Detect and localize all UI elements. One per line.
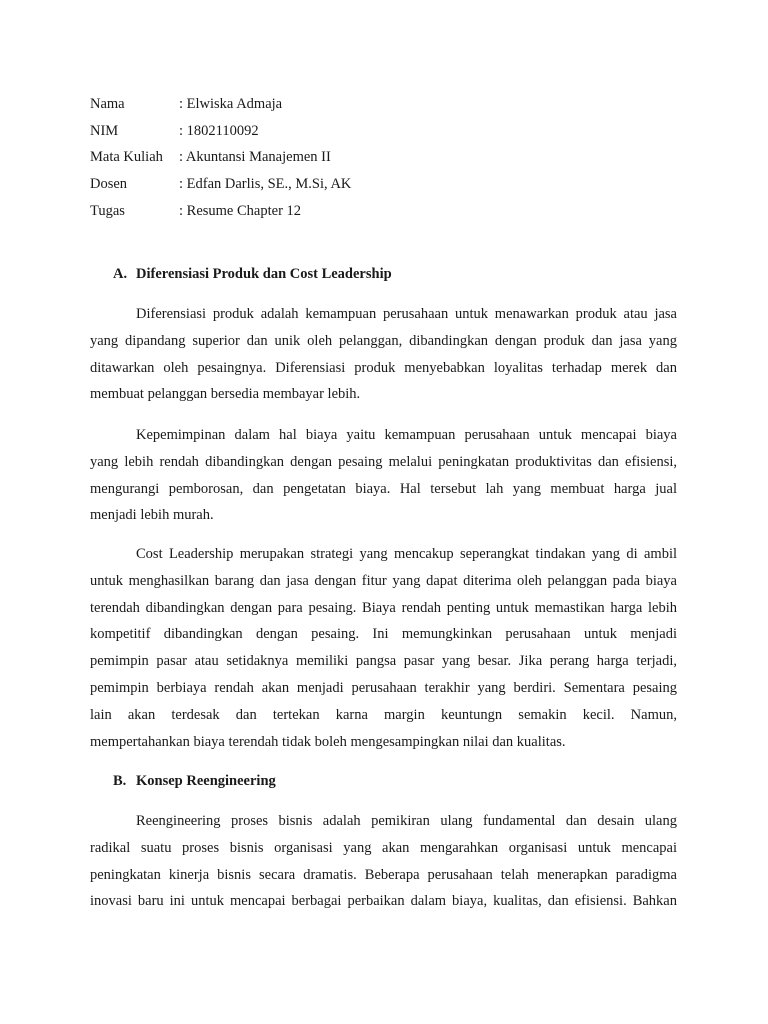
text-line: menjadi lebih murah.: [90, 507, 214, 524]
text-line: mengurangi pemborosan, dan pengetatan biaya. Hal tersebut lah yang membuat harga jual: [90, 480, 677, 497]
info-label: Nama: [90, 96, 125, 112]
text-line: lain akan terdesak dan tertekan karna margin keuntungn semakin kecil. Namun,: [90, 706, 677, 723]
info-label: Tugas: [90, 202, 125, 219]
text-line: peningkatan kinerja bisnis secara dramatis. Beberapa perusahaan telah menerapkan paradigma: [90, 866, 677, 883]
text-line: radikal suatu proses bisnis organisasi yang akan mengarahkan organisasi untuk mencapai: [90, 839, 677, 856]
text-line: ditawarkan oleh pesaingnya. Diferensiasi produk menyebabkan loyalitas terhadap merek dan: [90, 359, 677, 376]
paragraph: [90, 301, 677, 408]
info-row-dosen: [90, 171, 351, 198]
text-line: mempertahankan biaya terendah tidak boleh mengesampingkan nilai dan kualitas.: [90, 733, 566, 750]
text-line: Diferensiasi produk adalah kemampuan perusahaan untuk menawarkan produk atau jasa: [136, 306, 677, 322]
paragraph: [90, 422, 677, 529]
student-info: [90, 91, 351, 225]
text-line: yang lebih rendah dibandingkan dengan pesaing melalui peningkatan produktivitas dan efisiensi,: [90, 453, 677, 470]
paragraph: [90, 808, 677, 915]
text-line: pemimpin berbiaya rendah akan menjadi perusahaan terakhir yang berdiri. Sementara pesaing: [90, 679, 677, 696]
text-line: terendah dibandingkan dengan para pesaing. Biaya rendah penting untuk memastikan harga lebih: [90, 599, 677, 616]
text-line: Kepemimpinan dalam hal biaya yaitu kemampuan perusahaan untuk mencapai biaya: [136, 427, 677, 443]
section-heading-b: [113, 773, 276, 790]
info-row-nim: [90, 118, 351, 145]
text-line: Reengineering proses bisnis adalah pemikiran ulang fundamental dan desain ulang: [136, 813, 677, 829]
info-label: Dosen: [90, 176, 128, 193]
info-value: : 1802110092: [179, 122, 259, 139]
text-line: kompetitif dibandingkan dengan pesaing. Ini memungkinkan perusahaan untuk menjadi: [90, 626, 677, 643]
info-value: : Resume Chapter 12: [179, 202, 302, 219]
section-heading-a: [113, 266, 392, 283]
text-line: untuk menghasilkan barang dan jasa dengan fitur yang dapat diterima oleh pelanggan pada biaya: [90, 572, 677, 589]
info-row-tugas: [90, 198, 351, 225]
section-letter: A.: [113, 266, 128, 282]
info-row-nama: [90, 91, 351, 118]
info-value: : Akuntansi Manajemen II: [179, 149, 331, 166]
info-value: : Edfan Darlis, SE., M.Si, AK: [179, 176, 352, 193]
info-value: : Elwiska Admaja: [179, 96, 283, 112]
info-row-mata-kuliah: [90, 144, 351, 171]
section-title: Diferensiasi Produk dan Cost Leadership: [136, 266, 392, 282]
text-line: yang dipandang superior dan unik oleh pelanggan, dibandingkan dengan produk dan jasa yang: [90, 332, 677, 349]
text-line: pemimpin pasar atau setidaknya memiliki pangsa pasar yang besar. Jika perang harga terjadi,: [90, 653, 677, 670]
text-line: Cost Leadership merupakan strategi yang mencakup seperangkat tindakan yang di ambil: [136, 546, 677, 562]
info-label: Mata Kuliah: [90, 149, 163, 166]
text-line: membuat pelanggan bersedia membayar lebih.: [90, 386, 361, 403]
text-line: inovasi baru ini untuk mencapai berbagai perbaikan dalam biaya, kualitas, dan efisiensi. Bahkan: [90, 893, 677, 910]
section-title: Konsep Reengineering: [136, 773, 276, 789]
info-label: NIM: [90, 122, 119, 139]
section-letter: B.: [113, 773, 127, 789]
paragraph: [90, 541, 677, 755]
